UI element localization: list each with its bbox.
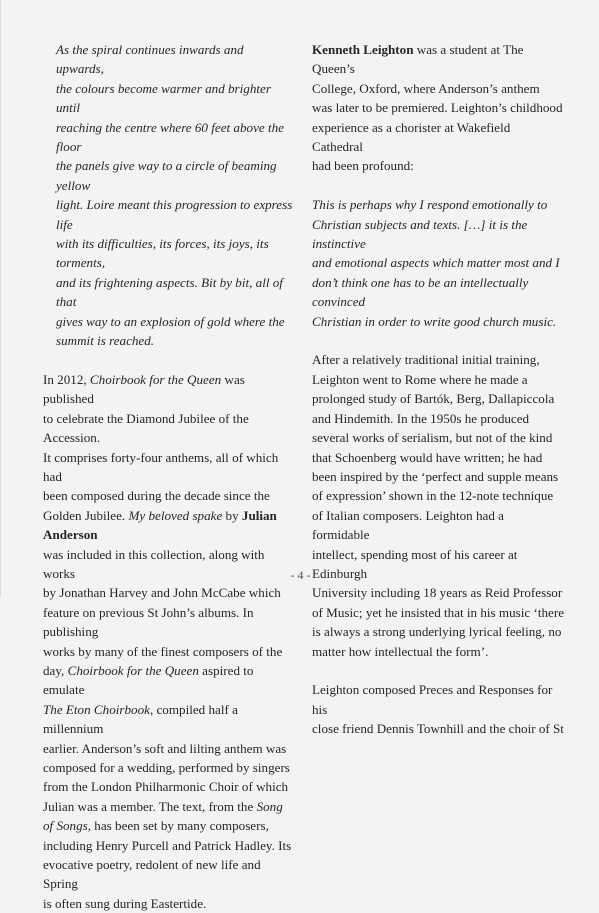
quote-line: the panels give way to a circle of beaming yellow (56, 158, 277, 193)
text-line: University including 18 years as Reid Professor (312, 585, 563, 601)
quote-line: As the spiral continues inwards and upwards, (56, 42, 244, 77)
text-line: had been profound: (312, 158, 414, 174)
text-line: feature on previous St John’s albums. In publishing (43, 604, 254, 640)
text-line: Leighton composed Preces and Responses for his (312, 682, 553, 717)
left-column (43, 40, 293, 913)
page-number: - 4 - (290, 568, 311, 582)
quote-line: This is perhaps why I respond emotionally to (312, 197, 548, 213)
leighton-rome-paragraph (312, 350, 564, 661)
work-title: Song (256, 798, 283, 814)
text-line: works by many of the finest composers of the (43, 643, 283, 659)
text-line: Leighton went to Rome where he made a (312, 371, 528, 387)
text-line: including Henry Purcell and Patrick Hadley. Its (43, 837, 292, 853)
text-line: intellect, spending most of his career at Edinburgh (312, 546, 518, 581)
text-line: evocative poetry, redolent of new life and Spring (43, 857, 261, 892)
text-line: composed for a wedding, performed by singers (43, 760, 290, 776)
leighton-intro-paragraph (312, 40, 564, 176)
leighton-preces-paragraph (312, 680, 564, 738)
quote-line: reaching the centre where 60 feet above the floor (56, 119, 284, 155)
book-title: The Eton Choirbook (43, 701, 150, 717)
text-line: experience as a chorister at Wakefield Cathedral (312, 119, 511, 155)
book-title: Choirbook for the Queen (67, 662, 199, 678)
text-line: After a relatively traditional initial training, (312, 352, 540, 368)
text-line: of Music; yet he insisted that in his music ‘there (312, 604, 565, 620)
work-title: of Songs (43, 818, 88, 834)
text-line: that Schoenberg would have written; he had (312, 449, 543, 465)
text-line: In 2012, Choirbook for the Queen was published (43, 371, 245, 407)
quote-line: the colours become warmer and brighter until (56, 80, 271, 116)
leighton-quote (312, 195, 564, 331)
text-line: College, Oxford, where Anderson’s anthem (312, 80, 540, 96)
text-line: close friend Dennis Townhill and the choir of St (312, 721, 564, 737)
text-line: The Eton Choirbook, compiled half a millennium (43, 701, 238, 737)
quote-line: Christian subjects and texts. […] it is the instinctive (312, 216, 528, 252)
text-line: been composed during the decade since the (43, 488, 270, 504)
text-line: from the London Philharmonic Choir of which (43, 779, 289, 795)
text-line: is often sung during Eastertide. (43, 895, 207, 911)
composer-name: Kenneth Leighton (312, 42, 414, 57)
text-line: been inspired by the ‘perfect and supple means (312, 468, 559, 484)
text-line: several works of serialism, but not of the kind (312, 430, 553, 446)
quote-line: and its frightening aspects. Bit by bit, all of that (56, 274, 283, 310)
quote-line: light. Loire meant this progression to express life (56, 197, 293, 232)
text-line: of Italian composers. Leighton had a formidable (312, 507, 504, 543)
text-line: Kenneth Leighton was a student at The Queen’s (312, 42, 524, 77)
composer-name: Julian Anderson (43, 507, 277, 543)
book-title: Choirbook for the Queen (89, 371, 222, 387)
text-line: of expression’ shown in the 12-note technique (312, 488, 554, 504)
text-line: prolonged study of Bartók, Berg, Dallapiccola (312, 391, 555, 407)
text-line: to celebrate the Diamond Jubilee of the Accession. (43, 410, 249, 446)
text-line: Julian was a member. The text, from the Song (43, 798, 283, 814)
quote-line: with its difficulties, its forces, its joys, its torments, (56, 236, 269, 271)
right-column (312, 40, 564, 739)
quote-line: and emotional aspects which matter most and I (312, 255, 560, 271)
text-line: of Songs, has been set by many composers, (43, 818, 269, 834)
quote-line: Christian in order to write good church music. (312, 313, 557, 329)
work-title: My beloved spake (128, 507, 223, 523)
quote-line: don’t think one has to be an intellectually convinced (312, 274, 529, 310)
text-line: earlier. Anderson’s soft and lilting anthem was (43, 740, 287, 756)
text-line: It comprises forty-four anthems, all of which had (43, 449, 279, 484)
quote-line: gives way to an explosion of gold where the (56, 313, 285, 329)
text-line: Golden Jubilee. My beloved spake by Julian Anderson (43, 507, 277, 543)
text-line: matter how intellectual the form’. (312, 643, 489, 659)
text-line: by Jonathan Harvey and John McCabe which (43, 585, 281, 601)
text-line: was later to be premiered. Leighton’s childhood (312, 100, 563, 116)
text-line: is always a strong underlying lyrical feeling, no (312, 624, 562, 640)
quote-line: summit is reached. (56, 333, 155, 349)
text-line: was included in this collection, along with works (43, 546, 265, 581)
text-line: day, Choirbook for the Queen aspired to emulate (43, 662, 254, 698)
choirbook-paragraph (43, 370, 293, 913)
text-line: and Hindemith. In the 1950s he produced (312, 410, 530, 426)
left-quote (43, 40, 293, 351)
